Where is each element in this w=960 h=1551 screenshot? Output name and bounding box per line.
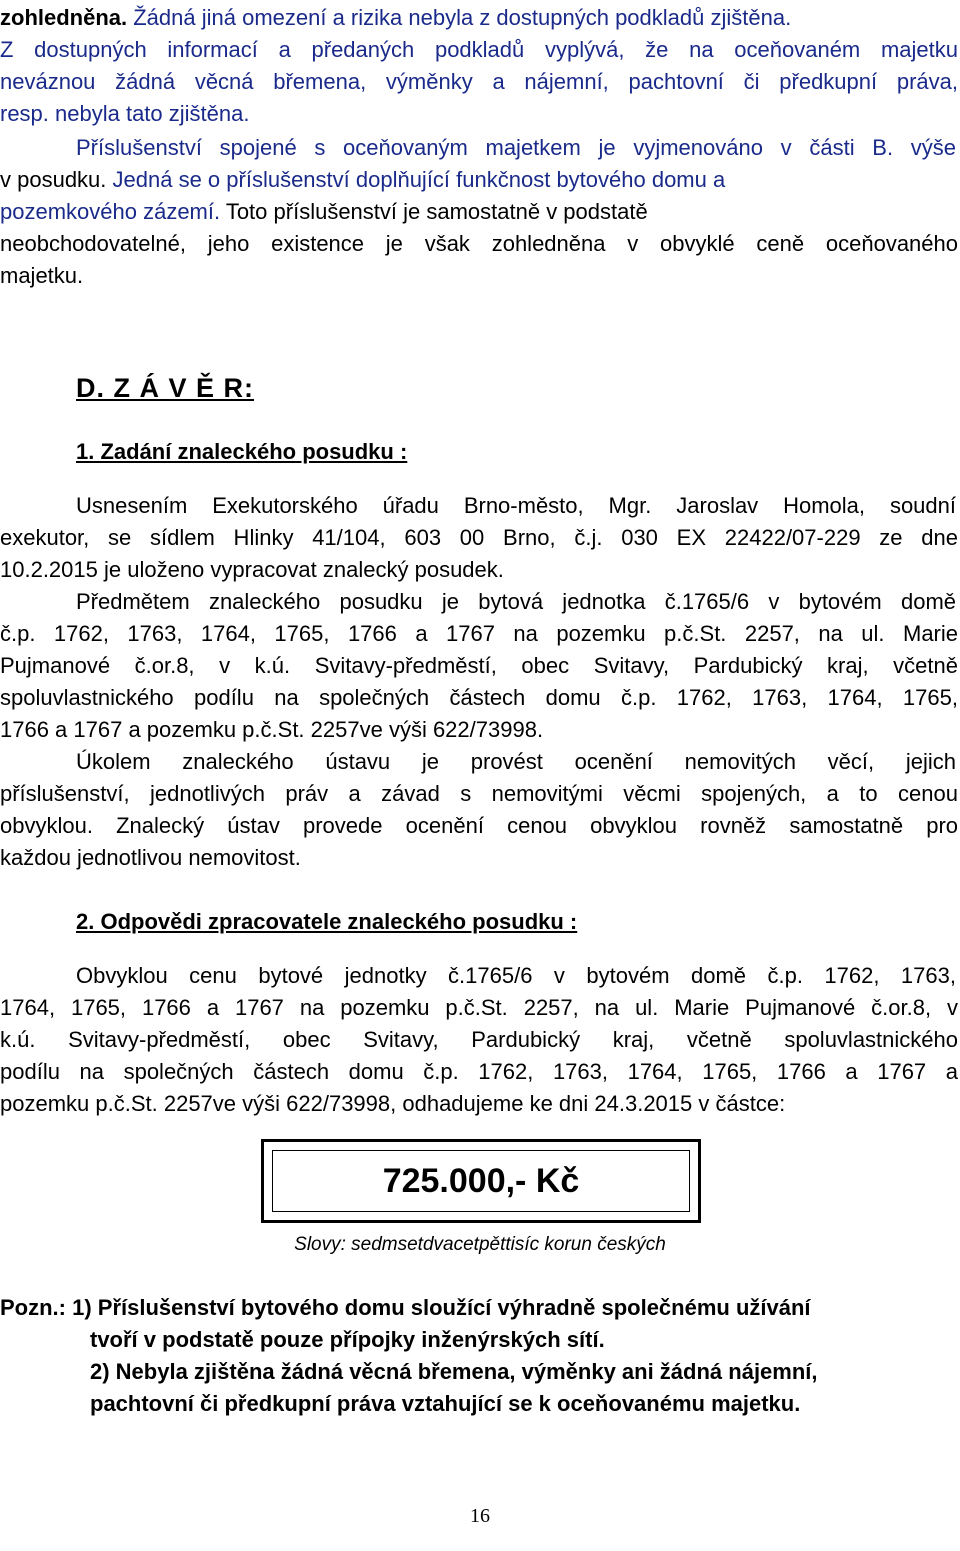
top-line-6-b: Jedná se o příslušenství doplňující funkčnost bytového domu a [106,167,726,192]
p4-line-3: k.ú. Svitavy-předměstí, obec Svitavy, Pardubický kraj, včetně spoluvlastnického [0,1027,958,1052]
amount-in-words: Slovy: sedmsetdvacetpěttisíc korun českých [294,1234,666,1255]
amount-box [261,1139,701,1223]
p1-line-3: 10.2.2015 je uloženo vypracovat znalecký posudek. [0,557,504,582]
p4-line-1: Obvyklou cenu bytové jednotky č.1765/6 v bytovém domě č.p. 1762, 1763, [76,963,956,988]
top-line-3: neváznou žádná věcná břemena, výměnky a nájemní, pachtovní či předkupní práva, [0,69,958,94]
top-line-6 [0,166,958,194]
note-1-text-a: 1) Příslušenství bytového domu sloužící výhradně společnému užívání [66,1295,811,1320]
note-2-line-2: pachtovní či předkupní práva vztahující se k oceňovanému majetku. [90,1391,801,1416]
top-line-7-a: pozemkového zázemí. [0,199,221,224]
top-line-7-b: Toto příslušenství je samostatně v podstatě [220,199,648,224]
p2-line-3: Pujmanové č.or.8, v k.ú. Svitavy-předměstí, obec Svitavy, Pardubický kraj, včetně [0,653,958,678]
p4-line-4: podílu na společných částech domu č.p. 1762, 1763, 1764, 1765, 1766 a 1767 a [0,1059,958,1084]
top-line-9: majetku. [0,263,84,288]
p3-line-1: Úkolem znaleckého ústavu je provést ocenění nemovitých věcí, jejich [76,749,956,774]
top-line-8: neobchodovatelné, jeho existence je však zohledněna v obvyklé ceně oceňovaného [0,231,958,256]
subheading-1: 1. Zadání znaleckého posudku : [76,439,408,464]
note-2-line-1: 2) Nebyla zjištěna žádná věcná břemena, výměnky ani žádná nájemní, [90,1359,818,1384]
top-line-1 [0,4,960,32]
top-line-6-a: v posudku. [0,167,107,192]
p2-line-5: 1766 a 1767 a pozemku p.č.St. 2257ve výši 622/73998. [0,717,544,742]
p4-line-5: pozemku p.č.St. 2257ve výši 622/73998, odhadujeme ke dni 24.3.2015 v částce: [0,1091,786,1116]
note-label: Pozn.: [0,1295,66,1320]
p1-line-2: exekutor, se sídlem Hlinky 41/104, 603 00 Brno, č.j. 030 EX 22422/07-229 ze dne [0,525,958,550]
page-number: 16 [470,1505,490,1527]
top-line-1-bold: zohledněna. [0,5,128,30]
top-line-2: Z dostupných informací a předaných podkladů vyplývá, že na oceňovaném majetku [0,37,958,62]
top-line-1-rest: Žádná jiná omezení a rizika nebyla z dostupných podkladů zjištěna. [127,5,792,30]
top-line-4: resp. nebyla tato zjištěna. [0,101,250,126]
p1-line-1: Usnesením Exekutorského úřadu Brno-město, Mgr. Jaroslav Homola, soudní [76,493,956,518]
note-1-line-1 [0,1294,811,1322]
p2-line-2: č.p. 1762, 1763, 1764, 1765, 1766 a 1767 na pozemku p.č.St. 2257, na ul. Marie [0,621,958,646]
subheading-2: 2. Odpovědi zpracovatele znaleckého posudku : [76,909,578,934]
note-1-line-2: tvoří v podstatě pouze přípojky inženýrských sítí. [90,1327,605,1352]
p3-line-4: každou jednotlivou nemovitost. [0,845,301,870]
top-line-5: Příslušenství spojené s oceňovaným majetkem je vyjmenováno v části B. výše [76,135,956,160]
p3-line-3: obvyklou. Znalecký ústav provede ocenění cenou obvyklou rovněž samostatně pro [0,813,958,838]
amount-value: 725.000,- Kč [382,1161,580,1200]
section-heading: D. Z Á V Ě R: [76,373,255,403]
p2-line-4: spoluvlastnického podílu na společných částech domu č.p. 1762, 1763, 1764, 1765, [0,685,958,710]
p4-line-2: 1764, 1765, 1766 a 1767 na pozemku p.č.St. 2257, na ul. Marie Pujmanové č.or.8, v [0,995,958,1020]
p3-line-2: příslušenství, jednotlivých práv a závad s nemovitými věcmi spojených, a to cenou [0,781,958,806]
top-line-7 [0,198,958,226]
amount-box-inner [272,1150,690,1212]
p2-line-1: Předmětem znaleckého posudku je bytová jednotka č.1765/6 v bytovém domě [76,589,956,614]
